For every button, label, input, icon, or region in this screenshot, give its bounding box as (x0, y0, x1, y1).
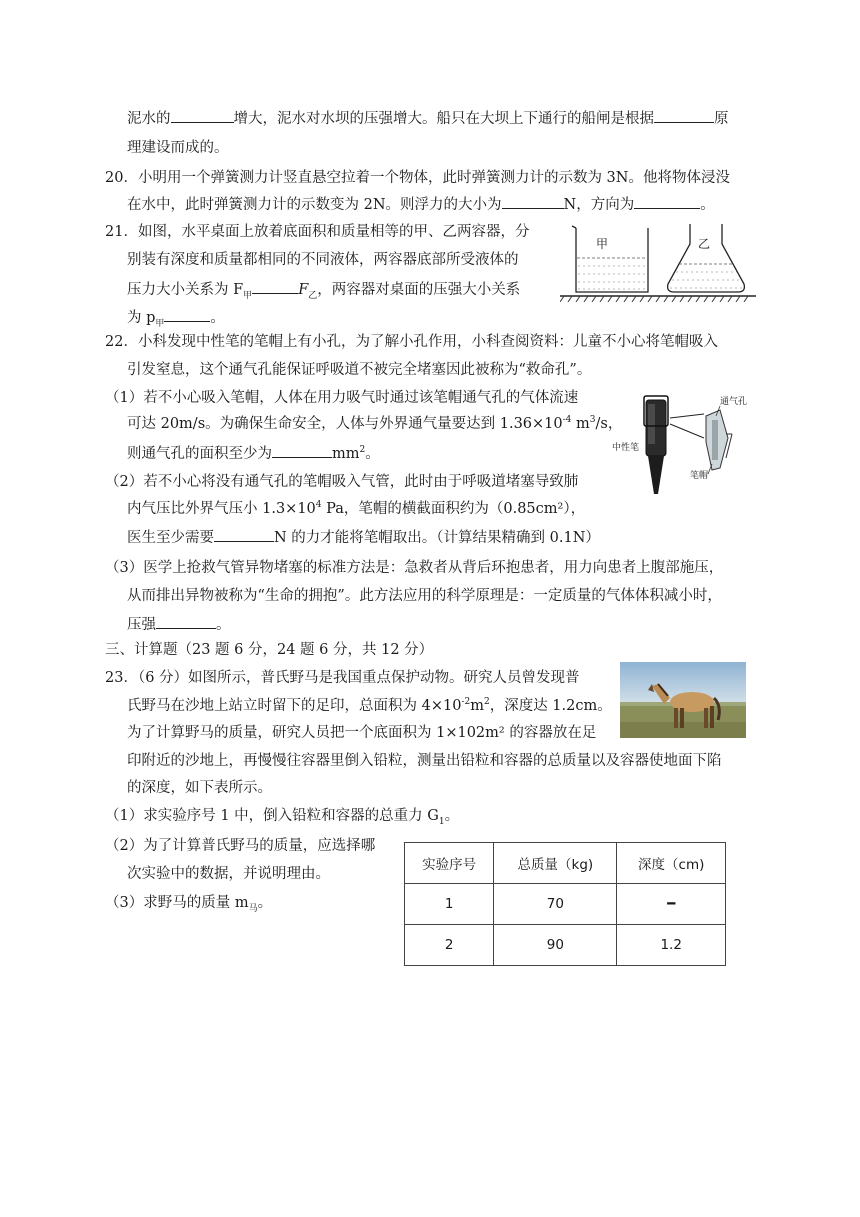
subquestion-3: （3）求野马的质量 $m_马$。 (105, 895, 273, 914)
fill-blank[interactable] (156, 614, 216, 629)
fill-blank[interactable] (634, 194, 700, 209)
table-row (405, 925, 726, 966)
table-header: 实验序号 (405, 843, 494, 884)
question-23: 23．（6 分）如图所示，普氏野马是我国重点保护动物。研究人员曾发现普 (105, 670, 580, 686)
fill-blank[interactable] (654, 108, 714, 123)
subquestion-2: （2）若不小心将没有通气孔的笔帽吸入气管，此时由于呼吸道堵塞导致肺 (105, 474, 579, 490)
horse-photo (620, 662, 746, 738)
fill-blank[interactable] (502, 194, 564, 209)
fill-blank[interactable] (272, 443, 332, 458)
text-line: 压强 。 (127, 614, 231, 635)
question-22: 22．小科发现中性笔的笔帽上有小孔，为了解小孔作用，小科查阅资料：儿童不小心将笔帽吸入 (105, 334, 718, 350)
text-line: 引发窒息，这个通气孔能保证呼吸道不被完全堵塞因此被称为“救命孔”。 (127, 362, 592, 378)
text-line: 从而排出异物被称为“生命的拥抱”。此方法应用的科学原理是：一定质量的气体体积减小时， (127, 588, 722, 604)
section-title: 三、计算题（23 题 6 分，24 题 6 分，共 12 分） (105, 642, 434, 658)
label-cap: 笔帽 (690, 471, 709, 481)
table-cell: ━ (617, 884, 726, 925)
table-cell: 1 (405, 884, 494, 925)
text-line: 则通气孔的面积至少为 $mm^2$。 (127, 443, 380, 464)
text-line: 为 $p_甲$ 。 (127, 307, 225, 328)
label-container-b: 乙 (698, 237, 711, 251)
question-21: 21．如图，水平桌面上放着底面积和质量相等的甲、乙两容器，分 (105, 224, 530, 240)
table-cell: 70 (494, 884, 617, 925)
text-line: 的深度，如下表所示。 (127, 780, 272, 796)
subquestion-3: （3）医学上抢救气管异物堵塞的标准方法是：急救者从背后环抱患者，用力向患者上腹部施压， (105, 560, 724, 576)
text-line: 泥水的 增大，泥水对水坝的压强增大。船只在大坝上下通行的船闸是根据 原 (127, 108, 729, 129)
text-line: 可达 20m/s。为确保生命安全，人体与外界通气量要达到 $1.36\times 10^{-4}$ $m^3/s$， (127, 415, 623, 432)
experiment-table (404, 842, 726, 966)
text-line: 在水中，此时弹簧测力计的示数变为 2N。则浮力的大小为 N，方向为 。 (127, 194, 715, 215)
table-header: 深度（cm) (617, 843, 726, 884)
table-header: 总质量（kg) (494, 843, 617, 884)
table-header-row (405, 843, 726, 884)
text-line: 别装有深度和质量都相同的不同液体，两容器底部所受液体的 (127, 252, 519, 268)
table-cell: 90 (494, 925, 617, 966)
text-line: 内气压比外界气压小 $1.3\times 10^4$ Pa，笔帽的横截面积约为（0.85cm²）， (127, 500, 586, 517)
subquestion-1: （1）若不小心吸入笔帽，人体在用力吸气时通过该笔帽通气孔的气体流速 (105, 390, 579, 406)
table-cell: 2 (405, 925, 494, 966)
text-line: 医生至少需要 N 的力才能将笔帽取出。（计算结果精确到 0.1N） (127, 527, 600, 548)
containers-figure (560, 220, 760, 302)
fill-blank[interactable] (171, 108, 234, 123)
label-vent: 通气孔 (720, 397, 748, 407)
subquestion-1: （1）求实验序号 1 中，倒入铅粒和容器的总重力 $G_1$。 (105, 808, 460, 827)
text-line: 为了计算野马的质量，研究人员把一个底面积为 1×102m² 的容器放在足 (127, 725, 597, 741)
text-line: 次实验中的数据，并说明理由。 (127, 866, 330, 882)
table-cell: 1.2 (617, 925, 726, 966)
label-pen: 中性笔 (612, 443, 640, 453)
label-container-a: 甲 (596, 237, 609, 251)
text-line: 理建设而成的。 (127, 140, 229, 156)
table-row (405, 884, 726, 925)
text-line: 印附近的沙地上，再慢慢往容器里倒入铅粒，测量出铅粒和容器的总质量以及容器使地面下陷 (127, 753, 722, 769)
text-line: 压力大小关系为 $F_甲$ $F_乙$，两容器对桌面的压强大小关系 (127, 279, 520, 300)
subquestion-2: （2）为了计算普氏野马的质量，应选择哪 (105, 838, 376, 854)
fill-blank[interactable] (252, 279, 298, 294)
question-20: 20．小明用一个弹簧测力计竖直悬空拉着一个物体，此时弹簧测力计的示数为 3N。他将物体浸没 (105, 170, 730, 186)
fill-blank[interactable] (164, 307, 210, 322)
text-line: 氏野马在沙地上站立时留下的足印，总面积为 $4\times 10^{-2}m^2$，深度达 1.2cm。 (127, 697, 612, 714)
fill-blank[interactable] (214, 527, 274, 542)
